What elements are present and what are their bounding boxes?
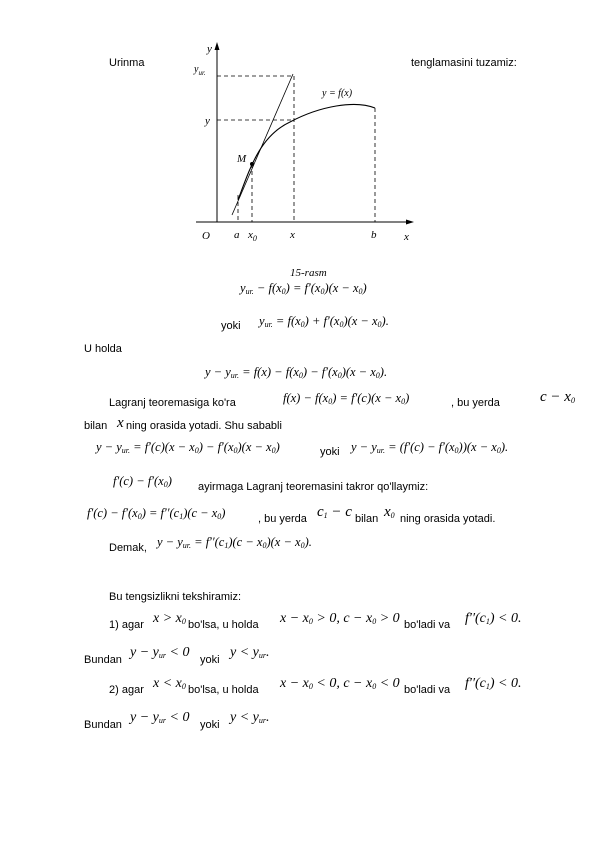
bundan-1: Bundan — [84, 654, 122, 666]
formula-case1-fpp: $f''(c_1) < 0$. — [465, 611, 522, 626]
a-label: a — [234, 229, 240, 241]
origin-label: O — [202, 230, 210, 242]
formula-c1-c: $c_1 - c$ — [317, 504, 352, 520]
formula-case1-ineq: $x - x_0 > 0$, $c - x_0 > 0$ — [280, 611, 400, 626]
figure-caption: 15-rasm — [290, 267, 327, 279]
y-axis-arrow — [215, 42, 220, 50]
orasida-text: ning orasida yotadi. Shu sababli — [126, 420, 282, 432]
tangent-line — [232, 74, 293, 215]
tekshiramiz-text: Bu tengsizlikni tekshiramiz: — [109, 591, 242, 603]
formula-lagrange: $f(x) - f(x_0) = f'(c)(x - x_0)$ — [283, 391, 410, 406]
formula-case2-cond: $x < x_0$ — [153, 676, 186, 691]
formula-derivative-diff: $f'(c) - f'(x_0)$ — [113, 474, 172, 489]
formula-case1-cond: $x > x_0$ — [153, 611, 186, 626]
u-holda: U holda — [84, 343, 122, 355]
formula-difference: $y - y_{ur.} = f(x) - f(x_0) - f'(x_0)(x - x_0)$. — [205, 365, 388, 380]
b-label: b — [371, 229, 377, 241]
formula-result: $y - y_{ur.} = f''(c_1)(c - x_0)(x - x_0)$. — [157, 535, 312, 550]
svg-text:yur.: $y_{ur.}$ — [194, 64, 206, 77]
formula-case2-fpp: $f''(c_1) < 0$. — [465, 676, 522, 691]
case2-boladi: bo'ladi va — [404, 684, 451, 696]
curve-label: y = f(x) — [322, 88, 353, 99]
x-axis-arrow — [406, 220, 414, 225]
formula-tangent-1: $y_{ur.} - f(x_0) = f'(x_0)(x - x_0)$ — [240, 281, 367, 296]
formula-yoki3: $y < y_{ur}$. — [230, 645, 270, 660]
formula-bundan1: $y - y_{ur} < 0$ — [130, 645, 190, 660]
point-m-label: M — [237, 153, 247, 165]
demak-text: Demak, — [109, 542, 147, 554]
formula-bundan2: $y - y_{ur} < 0$ — [130, 710, 190, 725]
case1-boladi: bo'ladi va — [404, 619, 451, 631]
case2-agar: 2) agar — [109, 684, 144, 696]
formula-factored: $y - y_{ur.} = (f'(c) - f'(x_0))(x - x_0)$. — [351, 440, 509, 455]
yoki-3: yoki — [200, 654, 220, 666]
case1-bolsa: bo'lsa, u holda — [188, 619, 259, 631]
function-curve — [238, 104, 375, 200]
orasida-2: ning orasida yotadi. — [400, 513, 496, 525]
bilan-text: bilan — [84, 420, 108, 432]
yoki-1: yoki — [221, 320, 241, 332]
lagranj-text: Lagranj teoremasiga ko'ra — [109, 397, 236, 409]
x-label: x — [290, 229, 295, 241]
y-axis-label: y — [207, 43, 212, 55]
bundan-2: Bundan — [84, 719, 122, 731]
point-m — [250, 162, 254, 166]
tangent-figure — [190, 40, 420, 280]
bu-yerda-text: , bu yerda — [451, 397, 500, 409]
yoki-4: yoki — [200, 719, 220, 731]
svg-text:x0: $x_0$ — [248, 229, 257, 243]
formula-c-x0: $c - x_0$ — [540, 389, 575, 405]
bu-yerda-2: , bu yerda — [258, 513, 307, 525]
intro-left: Urinma — [109, 57, 145, 69]
case2-bolsa: bo'lsa, u holda — [188, 684, 259, 696]
x0-label: x — [248, 229, 253, 241]
formula-lagrange-2: $f'(c) - f'(x_0) = f''(c_1)(c - x_0)$ — [87, 506, 226, 521]
yoki-2: yoki — [320, 446, 340, 458]
bilan-2: bilan — [355, 513, 379, 525]
formula-yoki4: $y < y_{ur}$. — [230, 710, 270, 725]
case1-agar: 1) agar — [109, 619, 144, 631]
formula-expanded: $y - y_{ur.} = f'(c)(x - x_0) - f'(x_0)(x - x_0)$ — [96, 440, 280, 455]
x-axis-label: x — [404, 231, 409, 243]
formula-case2-ineq: $x - x_0 < 0$, $c - x_0 < 0$ — [280, 676, 400, 691]
formula-x-var: x — [117, 415, 124, 431]
y-level-label: y — [205, 115, 210, 127]
intro-right: tenglamasini tuzamiz: — [411, 57, 517, 69]
formula-x0: $x_0$ — [384, 504, 395, 520]
formula-tangent-2: $y_{ur.} = f(x_0) + f'(x_0)(x - x_0)$. — [259, 314, 389, 329]
ayirma-text: ayirmaga Lagranj teoremasini takror qo'llaymiz: — [198, 481, 429, 493]
y-ur-label: y — [194, 64, 199, 75]
